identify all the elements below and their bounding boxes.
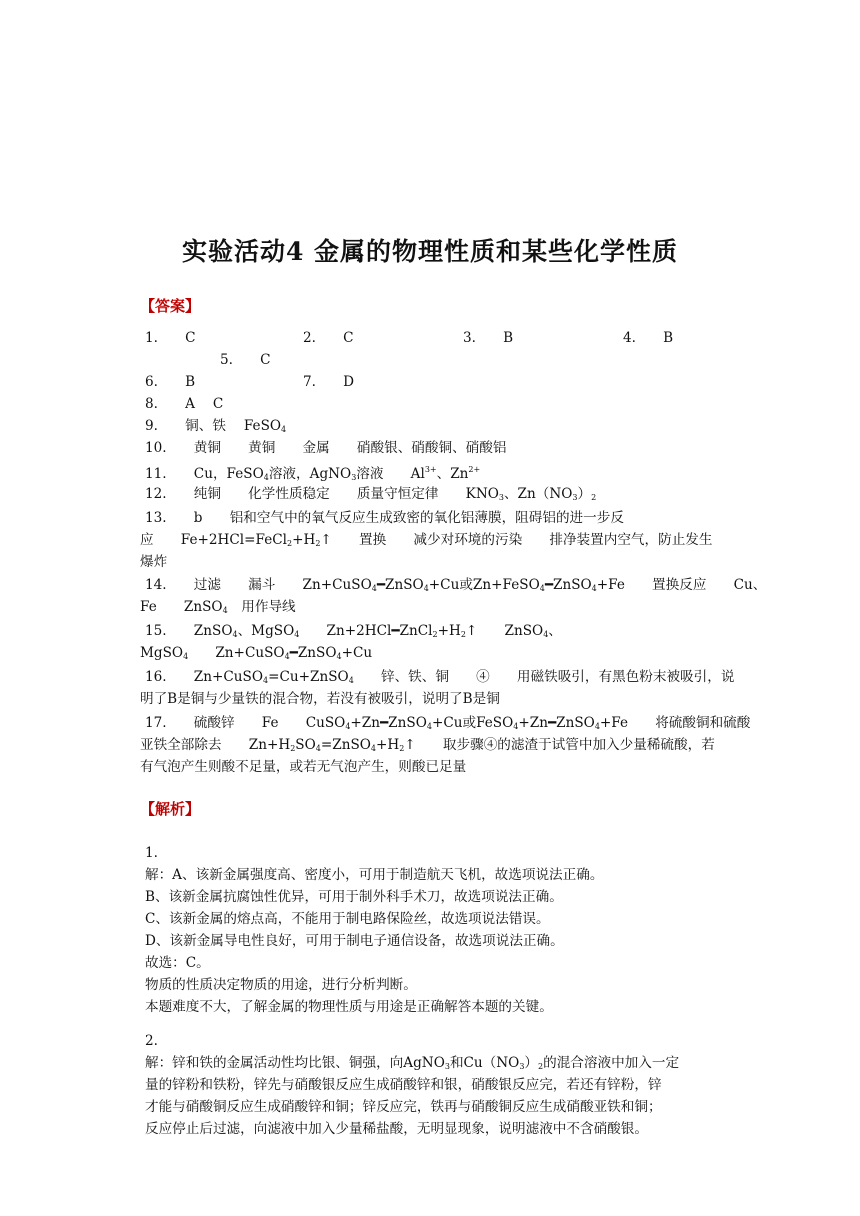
answer-8: 8. A C [145,396,224,412]
answer-17-cont: 亚铁全部除去 $Zn+H_2SO_4=ZnSO_4+H_2↑$ 取步骤④的滤渣于试管中加入少量稀硫酸，若 [140,737,715,753]
answer-17: 17. 硫酸锌 Fe CuSO$_4$+Zn━ZnSO$_4$+Cu或FeSO$_4$+Zn━ZnSO$_4$+Fe 将硫酸铜和硫酸 [145,715,751,731]
answer-13-cont: 应 $Fe+2HCl=FeCl_2+H_2↑$ 置换 减少对环境的污染 排净装置内空气，防止发生 [140,532,713,548]
analysis-2-line-4: 反应停止后过滤，向滤液中加入少量稀盐酸，无明显现象，说明滤液中不含硝酸银。 [145,1121,648,1137]
answer-15-cont: MgSO$_4$ Zn+CuSO$_4$━ZnSO$_4$+Cu [140,645,373,661]
analysis-heading: 【解析】 [140,800,201,818]
answer-14: 14. 过滤 漏斗 Zn+CuSO$_4$━ZnSO$_4$+Cu或Zn+FeSO$_4$━ZnSO$_4$+Fe 置换反应 Cu、 [145,577,767,593]
answer-7: 7. D [303,374,355,390]
answer-2: 2. C [303,330,354,346]
answer-16: 16. Zn+CuSO$_4$=Cu+ZnSO$_4$ 锌、铁、铜 ④ 用磁铁吸引，有黑色粉末被吸引，说 [145,669,735,685]
analysis-1-line-2: B、该新金属抗腐蚀性优异，可用于制外科手术刀，故选项说法正确。 [145,889,563,905]
answer-1: 1. C [145,330,196,346]
page-title: 实验活动4 金属的物理性质和某些化学性质 [181,237,679,266]
answer-3: 3. B [463,330,514,346]
answer-10: 10. 黄铜 黄铜 金属 硝酸银、硝酸铜、硝酸铝 [145,440,507,456]
analysis-1-line-7: 本题难度不大，了解金属的物理性质与用途是正确解答本题的关键。 [145,999,553,1015]
answer-13: 13. b 铝和空气中的氧气反应生成致密的氧化铝薄膜，阻碍铝的进一步反 [145,510,624,526]
analysis-2-line-1: 解：锌和铁的金属活动性均比银、铜强，向AgNO$_3$和$Cu(NO_3)_2$的混合溶液中加入一定 [145,1055,680,1071]
analysis-1-line-1: 解：A、该新金属强度高、密度小，可用于制造航天飞机，故选项说法正确。 [145,867,604,883]
answer-14-cont: Fe ZnSO$_4$ 用作导线 [140,599,296,615]
answer-17-end: 有气泡产生则酸不足量，或若无气泡产生，则酸已足量 [140,759,467,775]
answer-9: 9. 铜、铁 FeSO$_4$ [145,418,287,434]
analysis-2-line-2: 量的锌粉和铁粉，锌先与硝酸银反应生成硝酸锌和银，硝酸银反应完，若还有锌粉，锌 [145,1077,662,1093]
answers-heading: 【答案】 [140,297,201,315]
analysis-2-number: 2. [145,1033,158,1049]
analysis-1-line-3: C、该新金属的熔点高，不能用于制电路保险丝，故选项说法错误。 [145,911,550,927]
answer-row-6 [145,371,717,393]
analysis-1-line-6: 物质的性质决定物质的用途，进行分析判断。 [145,977,417,993]
analysis-1-line-5: 故选：C。 [145,955,210,971]
answer-4: 4. B [623,330,674,346]
analysis-1-number: 1. [145,845,158,861]
analysis-2-line-3: 才能与硝酸铜反应生成硝酸锌和铜；锌反应完，铁再与硝酸铜反应生成硝酸亚铁和铜； [145,1099,662,1115]
answer-16-cont: 明了B是铜与少量铁的混合物，若没有被吸引，说明了B是铜 [140,691,500,707]
answer-12: 12. 纯铜 化学性质稳定 质量守恒定律 $KNO_3$、$Zn(NO_3)_2$ [145,486,597,502]
answer-11: 11. Cu，FeSO$_4$溶液，AgNO$_3$溶液 $Al^{3+}$、$Zn^{2+}$ [145,465,481,482]
answer-15: 15. ZnSO$_4$、MgSO$_4$ $Zn+2HCl━ZnCl_2+H_2↑$ ZnSO$_4$、 [145,623,562,639]
answer-row-1 [145,327,717,349]
answer-6: 6. B [145,374,196,390]
answer-5: 5. C [220,352,271,368]
analysis-1-line-4: D、该新金属导电性良好，可用于制电子通信设备，故选项说法正确。 [145,933,564,949]
answer-13-end: 爆炸 [140,554,168,570]
